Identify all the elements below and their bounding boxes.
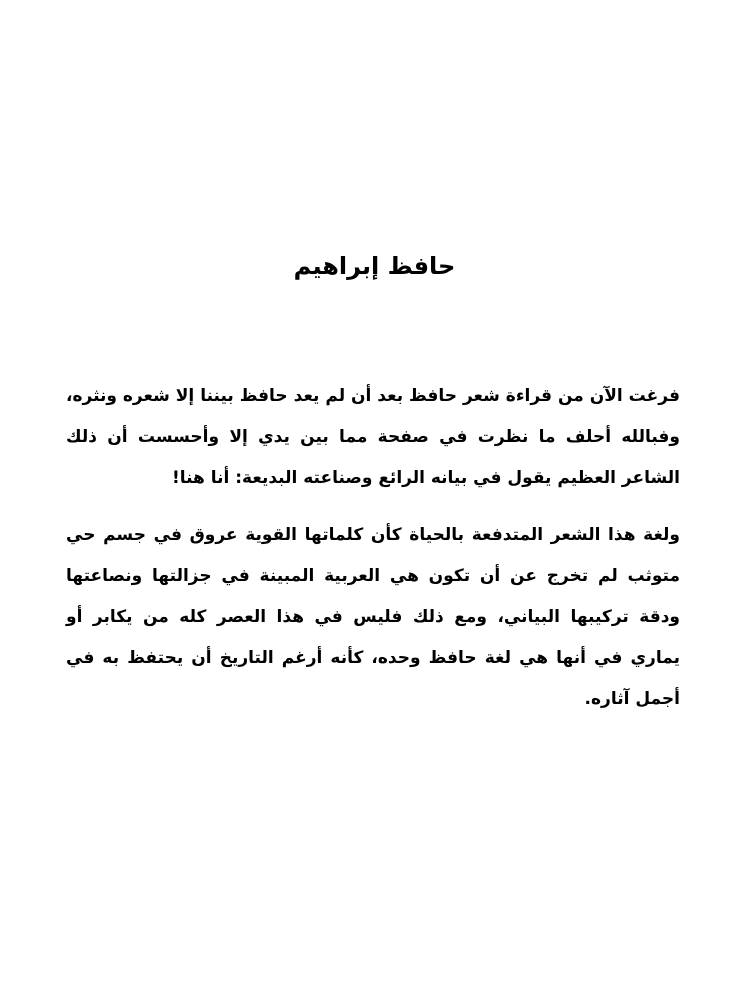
document-title: حافظ إبراهيم xyxy=(293,252,456,280)
document-body xyxy=(66,376,680,736)
paragraph-2: ولغة هذا الشعر المتدفعة بالحياة كأن كلماتها القوية عروق في جسم حي متوثب لم تخرج عن أن تكون هي العربية المبينة في جزالتها ونصاعتها ودقة تركيبها البياني، ومع ذلك فليس في هذا العصر كله من يكابر أو يماري في أنها هي لغة حافظ وحده، كأنه أرغم التاريخ أن يحتفظ به في أجمل آثاره. xyxy=(66,525,680,709)
paragraph-1: فرغت الآن من قراءة شعر حافظ بعد أن لم يعد حافظ بيننا إلا شعره ونثره، وفبالله أحلف ما نظرت في صفحة مما بين يدي إلا وأحسست أن ذلك الشاعر العظيم يقول في بيانه الرائع وصناعته البديعة: أنا هنا! xyxy=(66,386,680,488)
